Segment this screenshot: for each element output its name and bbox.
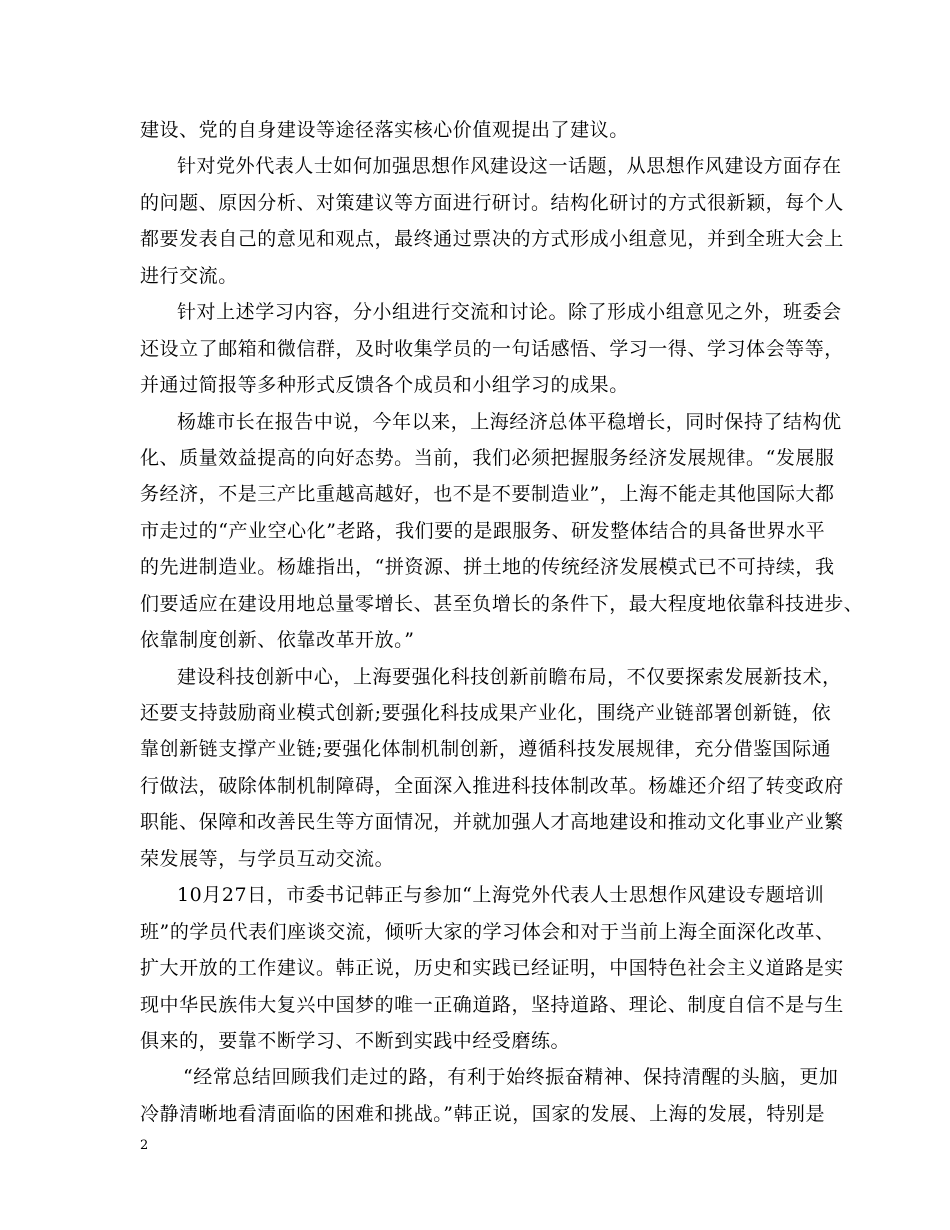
text-line: 依靠制度创新、依靠改革开放。”: [140, 629, 415, 652]
page-number: 2: [140, 1138, 149, 1153]
text-line: 行做法，破除体制机制障碍，全面深入推进科技体制改革。杨雄还介绍了转变政府: [140, 774, 844, 797]
text-line: 的先进制造业。杨雄指出，“拼资源、拼土地的传统经济发展模式已不可持续，我: [140, 556, 835, 579]
paragraph-first-line: 针对上述学习内容，分小组进行交流和讨论。除了形成小组意见之外，班委会: [177, 301, 842, 324]
text-line: 职能、保障和改善民生等方面情况，并就加强人才高地建设和推动文化事业产业繁: [140, 811, 844, 834]
text-line: 们要适应在建设用地总量零增长、甚至负增长的条件下，最大程度地依靠科技进步、: [140, 592, 864, 615]
text-line: 市走过的“产业空心化”老路，我们要的是跟服务、研发整体结合的具备世界水平: [140, 519, 826, 542]
text-line: 务经济，不是三产比重越高越好，也不是不要制造业”，上海不能走其他国际大都: [140, 483, 835, 506]
paragraph-first-line: 建设科技创新中心，上海要强化科技创新前瞻布局，不仅要探索发展新技术，: [177, 665, 842, 688]
text-line: 冷静清晰地看清面临的困难和挑战。”韩正说，国家的发展、上海的发展，特别是: [140, 1102, 826, 1125]
paragraph-first-line: 针对党外代表人士如何加强思想作风建设这一话题，从思想作风建设方面存在: [177, 155, 842, 178]
text-line: 都要发表自己的意见和观点，最终通过票决的方式形成小组意见，并到全班大会上: [140, 228, 844, 251]
text-line: 还设立了邮箱和微信群，及时收集学员的一句话感悟、学习一得、学习体会等等，: [140, 337, 844, 360]
paragraph-first-line: 10月27日，市委书记韩正与参加“上海党外代表人士思想作风建设专题培训: [177, 884, 825, 907]
text-line: 并通过简报等多种形式反馈各个成员和小组学习的成果。: [140, 374, 629, 397]
paragraph-first-line: 杨雄市长在报告中说，今年以来，上海经济总体平稳增长，同时保持了结构优: [177, 410, 842, 433]
text-line: 现中华民族伟大复兴中国梦的唯一正确道路，坚持道路、理论、制度自信不是与生: [140, 993, 844, 1016]
text-line: 荣发展等，与学员互动交流。: [140, 847, 395, 870]
text-line: 扩大开放的工作建议。韩正说，历史和实践已经证明，中国特色社会主义道路是实: [140, 957, 844, 980]
text-line: 还要支持鼓励商业模式创新;要强化科技成果产业化，围绕产业链部署创新链，依: [140, 702, 832, 724]
text-line: 的问题、原因分析、对策建议等方面进行研讨。结构化研讨的方式很新颖，每个人: [140, 191, 844, 214]
text-line: 化、质量效益提高的向好态势。当前，我们必须把握服务经济发展规律。“发展服: [140, 446, 835, 469]
text-line: 进行交流。: [140, 264, 238, 287]
text-line: 俱来的，要靠不断学习、不断到实践中经受磨练。: [140, 1029, 571, 1052]
text-line: 班”的学员代表们座谈交流，倾听大家的学习体会和对于当前上海全面深化改革、: [140, 920, 835, 943]
text-line: 靠创新链支撑产业链;要强化体制机制创新，遵循科技发展规律，充分借鉴国际通: [140, 738, 832, 761]
paragraph-first-line: “经常总结回顾我们走过的路，有利于始终振奋精神、保持清醒的头脑，更加: [183, 1066, 839, 1089]
document-body: [140, 112, 864, 1132]
text-line: 建设、党的自身建设等途径落实核心价值观提出了建议。: [140, 119, 629, 141]
